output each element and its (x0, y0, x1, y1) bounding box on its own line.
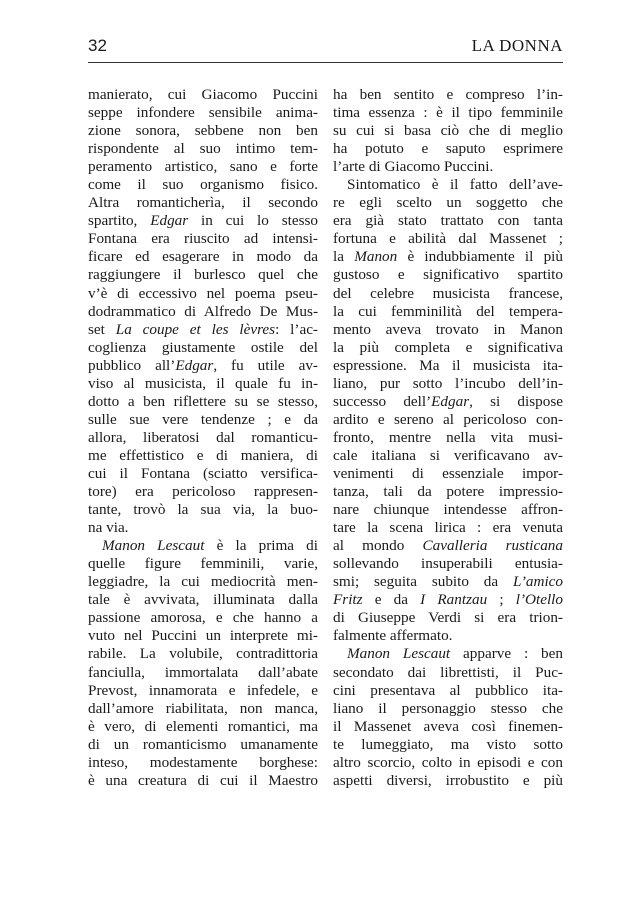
text-run: è la prima di (204, 537, 318, 555)
text-run: vuto nel Puccini un interprete mi- (88, 627, 318, 645)
text-run: Altra romanticherìa, il secondo (88, 194, 318, 212)
paragraph (333, 86, 563, 176)
text-line (333, 627, 563, 645)
text-run: fronto, mentre nella vita musi- (333, 428, 563, 446)
text-run: la (333, 248, 355, 266)
italic-title: Edgar (431, 392, 470, 410)
italic-title: Fritz (333, 591, 363, 609)
text-run: di Giuseppe Verdi si era trion- (333, 609, 563, 627)
text-run: e da (362, 591, 421, 609)
text-line (88, 176, 318, 194)
text-line (88, 140, 318, 158)
text-line (88, 645, 318, 663)
text-line (333, 393, 563, 411)
text-line (88, 212, 318, 230)
text-line (88, 194, 318, 212)
text-line (88, 609, 318, 627)
paragraph (333, 176, 563, 645)
text-line (88, 285, 318, 303)
text-run: seppe infondere sensibile anima- (88, 104, 318, 122)
text-run: la più completa e significativa (333, 338, 563, 356)
text-line (88, 321, 318, 339)
text-run: tanza, tali da potere impressio- (333, 483, 563, 501)
text-line (88, 303, 318, 321)
text-line (333, 140, 563, 158)
text-line (88, 682, 318, 700)
text-line (88, 86, 318, 104)
text-run: allora, liberatosi dal romanticu- (88, 428, 318, 446)
text-run: , fu utile av- (213, 356, 318, 374)
text-run: era già stato trattato con tanta (333, 212, 563, 230)
text-line (88, 573, 318, 591)
text-run: quelle figure femminili, varie, (88, 555, 318, 573)
italic-title: Manon (354, 248, 398, 266)
text-run: cini presentava al pubblico ita- (333, 681, 563, 699)
text-run: ficare ed esagerare in modo da (88, 248, 318, 266)
text-run: passione amorosa, e che hanno a (88, 609, 318, 627)
text-run: falmente affermato. (333, 627, 453, 645)
text-line (333, 447, 563, 465)
text-line (88, 718, 318, 736)
text-run: rispondente al suo intimo tem- (88, 140, 318, 158)
text-run: spartito, (88, 212, 151, 230)
text-line (88, 555, 318, 573)
text-run: sulle sue vere tendenze ; e da (88, 410, 318, 428)
text-run: tante, trovò la sua via, la buo- (88, 501, 318, 519)
text-line (88, 754, 318, 772)
text-column-right (333, 86, 563, 790)
text-run: l’arte di Giacomo Puccini. (333, 158, 494, 176)
text-run: cale italiana si verificavano av- (333, 446, 563, 464)
text-run: fortuna e abilità dal Massenet ; (333, 230, 563, 248)
text-run: tima essenza : è il tipo femminile (333, 104, 563, 122)
italic-title: I Rantzau (420, 591, 488, 609)
text-line (333, 645, 563, 663)
text-line (333, 321, 563, 339)
text-run: : l’ac- (275, 320, 318, 338)
text-line (333, 158, 563, 176)
text-run: me effettistico e di maniera, di (88, 446, 318, 464)
text-run: smi; seguita subito da (333, 573, 513, 591)
text-line (333, 537, 563, 555)
text-line (88, 411, 318, 429)
text-run: in cui lo stesso (188, 212, 319, 230)
text-run: re egli scelto un soggetto che (333, 194, 563, 212)
text-run: aspetti diversi, irrobustito e più (333, 771, 563, 789)
text-run: raggiungere il burlesco quel che (88, 266, 318, 284)
text-line (333, 176, 563, 194)
text-run: è una creatura di cui il Maestro (88, 771, 318, 789)
text-line (333, 357, 563, 375)
text-line (333, 285, 563, 303)
text-run: zione sonora, sebbene non ben (88, 122, 318, 140)
text-run: na via. (88, 519, 129, 537)
italic-title: Manon Lescaut (102, 537, 205, 555)
text-run: dall’amore riabilitata, non manca, (88, 699, 318, 717)
text-line (333, 754, 563, 772)
text-run: liano, pur sotto l’incubo dell’in- (333, 374, 563, 392)
header-rule (88, 62, 563, 63)
text-line (88, 501, 318, 519)
text-run: inteso, modestamente borghese: (88, 753, 318, 771)
text-run: è vero, di elementi romantici, ma (88, 717, 318, 735)
running-title: LA DONNA (471, 36, 563, 55)
paragraph (88, 537, 318, 790)
text-run: peramento artistico, sano e forte (88, 158, 318, 176)
italic-title: Edgar (175, 356, 214, 374)
text-line (333, 664, 563, 682)
text-run: ; (487, 591, 516, 609)
text-line (333, 700, 563, 718)
text-run: altro scorcio, colto in episodi e con (333, 753, 563, 771)
text-line (333, 194, 563, 212)
text-run: rabile. La volubile, contradittoria (88, 645, 318, 663)
text-line (333, 339, 563, 357)
text-line (88, 266, 318, 284)
text-run: te lumeggiato, ma visto sotto (333, 735, 563, 753)
text-run: di un romanticismo umanamente (88, 735, 318, 753)
text-line (333, 248, 563, 266)
text-line (333, 86, 563, 104)
text-run: è indubbiamente il più (397, 248, 563, 266)
text-run: Fontana era riuscito ad intensi- (88, 230, 318, 248)
text-line (333, 718, 563, 736)
text-line (333, 682, 563, 700)
text-run: del celebre musicista francese, (333, 284, 563, 302)
text-line (333, 483, 563, 501)
text-run: su cui si basa ciò che di meglio (333, 122, 563, 140)
text-line (88, 664, 318, 682)
text-line (333, 266, 563, 284)
text-run: venimenti di essenziale impor- (333, 464, 563, 482)
text-column-left (88, 86, 318, 790)
italic-title: La coupe et les lèvres (115, 320, 276, 338)
text-line (333, 411, 563, 429)
italic-title: l’Otello (515, 591, 563, 609)
italic-title: Cavalleria rusticana (422, 537, 563, 555)
text-run: ardito e sereno al pericoloso con- (333, 410, 563, 428)
text-run: tale è avvivata, illuminata dalla (88, 591, 318, 609)
text-line (88, 375, 318, 393)
text-line (88, 591, 318, 609)
text-line (88, 393, 318, 411)
text-run: dodrammatico di Alfredo De Mus- (88, 302, 318, 320)
text-run: v’è di eccessivo nel poema pseu- (88, 284, 318, 302)
text-run: Prevost, innamorata e infedele, e (88, 681, 318, 699)
text-line (333, 429, 563, 447)
text-line (88, 537, 318, 555)
text-line (333, 736, 563, 754)
text-line (333, 591, 563, 609)
text-line (88, 429, 318, 447)
text-run: Sintomatico è il fatto dell’ave- (347, 176, 563, 194)
italic-title: Edgar (150, 212, 189, 230)
text-run: nare chiunque intendesse affron- (333, 501, 563, 519)
text-line (88, 122, 318, 140)
text-run: tore) era pericoloso rappresen- (88, 483, 318, 501)
text-line (88, 104, 318, 122)
text-line (333, 212, 563, 230)
text-line (88, 339, 318, 357)
text-run: al mondo (333, 537, 423, 555)
text-line (88, 465, 318, 483)
text-run: tare la scena lirica : era venuta (333, 519, 563, 537)
text-line (333, 555, 563, 573)
paragraph (333, 645, 563, 789)
text-run: ha potuto e saputo esprimere (333, 140, 563, 158)
text-run: mento aveva trovato in Manon (333, 320, 563, 338)
text-run: pubblico all’ (88, 356, 176, 374)
text-line (88, 627, 318, 645)
text-run: gustoso e significativo spartito (333, 266, 563, 284)
text-line (333, 609, 563, 627)
text-line (88, 447, 318, 465)
text-run: manierato, cui Giacomo Puccini (88, 86, 318, 103)
text-line (333, 573, 563, 591)
text-line (333, 501, 563, 519)
text-line (333, 772, 563, 790)
text-run: cui il Fontana (sciatto versifica- (88, 464, 318, 482)
text-line (333, 122, 563, 140)
text-run: apparve : ben (450, 645, 563, 663)
text-line (88, 519, 318, 537)
italic-title: L’amico (512, 573, 563, 591)
text-line (88, 357, 318, 375)
text-run: coglienza giustamente ostile del (88, 338, 318, 356)
text-run: fanciulla, immortalata dall’abate (88, 663, 318, 681)
text-run: il Massenet aveva così finemen- (333, 717, 563, 735)
text-run: leggiadre, la cui mediocrità men- (88, 573, 318, 591)
text-line (88, 483, 318, 501)
text-run: come il suo organismo fisico. (88, 176, 318, 194)
text-line (88, 736, 318, 754)
text-line (88, 700, 318, 718)
text-line (333, 104, 563, 122)
text-run: liano il personaggio stesso che (333, 699, 563, 717)
text-line (88, 772, 318, 790)
text-line (88, 248, 318, 266)
text-run: la cui femminilità del tempera- (333, 302, 563, 320)
text-line (333, 303, 563, 321)
text-run: dotto a ben riflettere su se stesso, (88, 392, 318, 410)
italic-title: Manon Lescaut (347, 645, 451, 663)
text-run: set (88, 320, 116, 338)
text-line (333, 375, 563, 393)
text-run: , si dispose (469, 392, 563, 410)
text-line (333, 519, 563, 537)
text-run: ha ben sentito e compreso l’in- (333, 86, 563, 103)
text-run: successo dell’ (333, 392, 432, 410)
text-run: espressione. Ma il musicista ita- (333, 356, 563, 374)
text-line (88, 230, 318, 248)
text-line (88, 158, 318, 176)
page-number: 32 (88, 36, 107, 55)
text-run: sollevando insuperabili entusia- (333, 555, 563, 573)
text-run: viso al musicista, il quale fu in- (88, 374, 318, 392)
paragraph (88, 86, 318, 537)
text-line (333, 230, 563, 248)
text-line (333, 465, 563, 483)
text-run: secondato dai librettisti, il Puc- (333, 663, 563, 681)
